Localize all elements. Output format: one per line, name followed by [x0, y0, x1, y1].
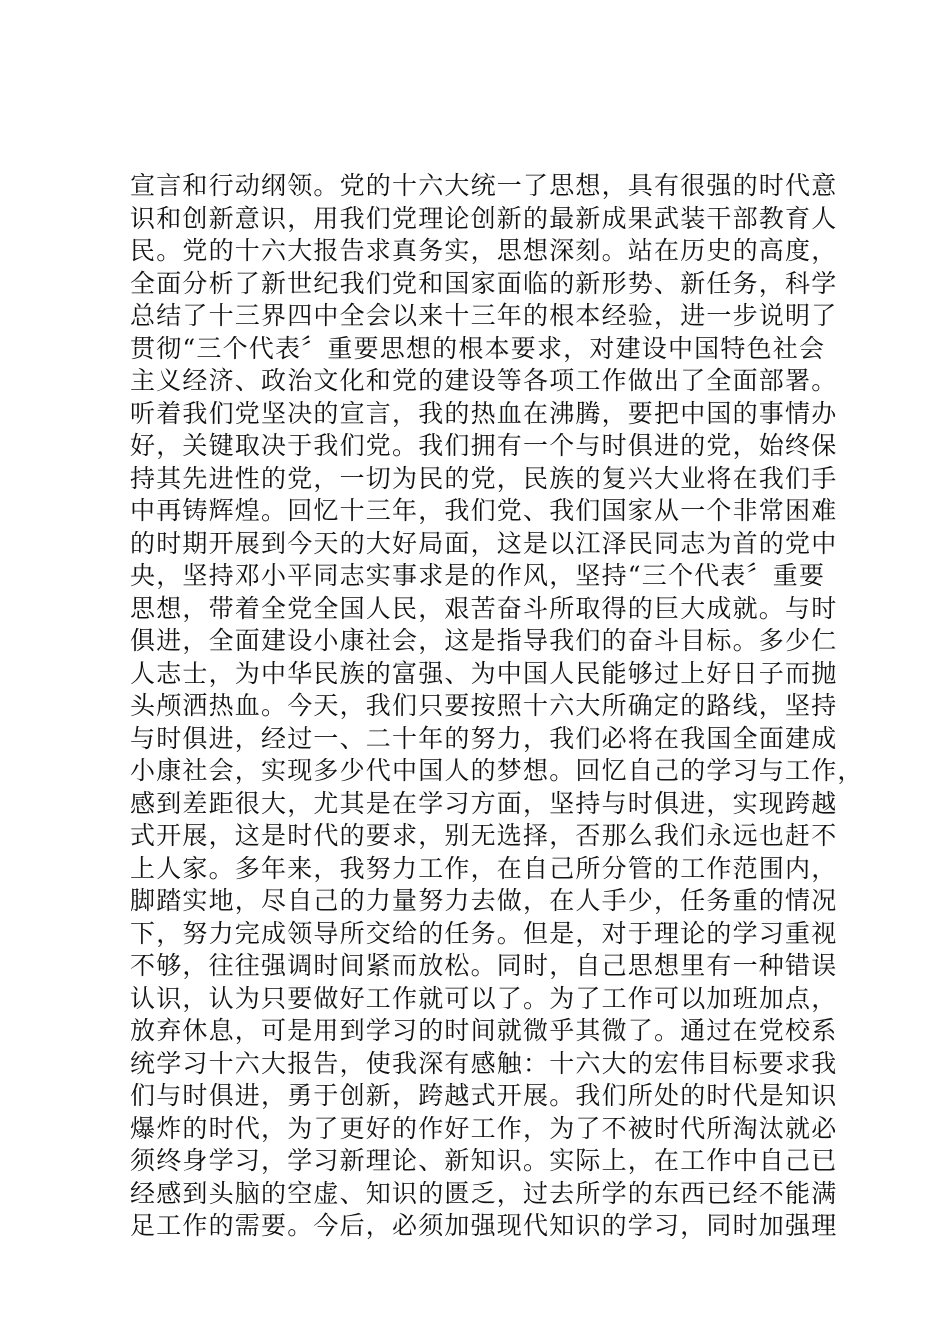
text-line: 头颅洒热血。今天，我们只要按照十六大所确定的路线，坚持	[130, 691, 838, 720]
text-line: 经感到头脑的空虚、知识的匮乏，过去所学的东西已经不能满	[130, 1178, 838, 1208]
text-line: 须终身学习，学习新理论、新知识。实际上，在工作中自己已	[130, 1146, 838, 1175]
body-paragraph	[130, 170, 864, 1243]
text-line: 放弃休息，可是用到学习的时间就微乎其微了。通过在党校系	[130, 1016, 838, 1045]
text-line: 央，坚持邓小平同志实事求是的作风，坚持“三个代表〞重要	[130, 561, 826, 590]
text-line: 识和创新意识，用我们党理论创新的最新成果武装干部教育人	[130, 203, 838, 233]
text-line: 统学习十六大报告，使我深有感触：十六大的宏伟目标要求我	[130, 1048, 838, 1078]
text-line: 主义经济、政治文化和党的建设等各项工作做出了全面部署。	[130, 366, 838, 395]
text-line: 贯彻“三个代表〞重要思想的根本要求，对建设中国特色社会	[130, 333, 826, 363]
text-line: 人志士，为中华民族的富强、为中国人民能够过上好日子而抛	[130, 658, 838, 688]
text-line: 式开展，这是时代的要求，别无选择，否那么我们永远也赶不	[130, 821, 838, 850]
text-line: 下，努力完成领导所交给的任务。但是，对于理论的学习重视	[130, 918, 838, 948]
text-line: 持其先进性的党，一切为民的党，民族的复兴大业将在我们手	[130, 463, 838, 493]
text-line: 认识，认为只要做好工作就可以了。为了工作可以加班加点，	[130, 983, 838, 1013]
text-line: 俱进，全面建设小康社会，这是指导我们的奋斗目标。多少仁	[130, 626, 838, 655]
text-line: 脚踏实地，尽自己的力量努力去做，在人手少，任务重的情况	[130, 886, 838, 915]
text-line: 民。党的十六大报告求真务实，思想深刻。站在历史的高度，	[130, 236, 838, 265]
text-line: 与时俱进，经过一、二十年的努力，我们必将在我国全面建成	[130, 723, 838, 753]
text-line: 听着我们党坚决的宣言，我的热血在沸腾，要把中国的事情办	[130, 398, 838, 428]
text-line: 们与时俱进，勇于创新，跨越式开展。我们所处的时代是知识	[130, 1081, 838, 1110]
text-line: 不够，往往强调时间紧而放松。同时，自己思想里有一种错误	[130, 951, 838, 980]
text-line: 的时期开展到今天的大好局面，这是以江泽民同志为首的党中	[130, 528, 838, 558]
text-line: 感到差距很大，尤其是在学习方面，坚持与时俱进，实现跨越	[130, 788, 838, 818]
text-line: 上人家。多年来，我努力工作，在自己所分管的工作范围内，	[130, 853, 838, 883]
text-line: 思想，带着全党全国人民，艰苦奋斗所取得的巨大成就。与时	[130, 593, 838, 623]
text-line: 宣言和行动纲领。党的十六大统一了思想，具有很强的时代意	[130, 171, 838, 200]
text-line: 足工作的需要。今后，必须加强现代知识的学习，同时加强理	[130, 1211, 838, 1240]
text-line: 爆炸的时代，为了更好的作好工作，为了不被时代所淘汰就必	[130, 1113, 838, 1143]
text-line: 好，关键取决于我们党。我们拥有一个与时俱进的党，始终保	[130, 431, 838, 460]
text-line: 中再铸辉煌。回忆十三年，我们党、我们国家从一个非常困难	[130, 496, 838, 525]
text-line: 小康社会，实现多少代中国人的梦想。回忆自己的学习与工作，	[130, 756, 864, 785]
text-line: 全面分析了新世纪我们党和国家面临的新形势、新任务，科学	[130, 268, 838, 298]
text-line: 总结了十三界四中全会以来十三年的根本经验，进一步说明了	[130, 301, 838, 330]
